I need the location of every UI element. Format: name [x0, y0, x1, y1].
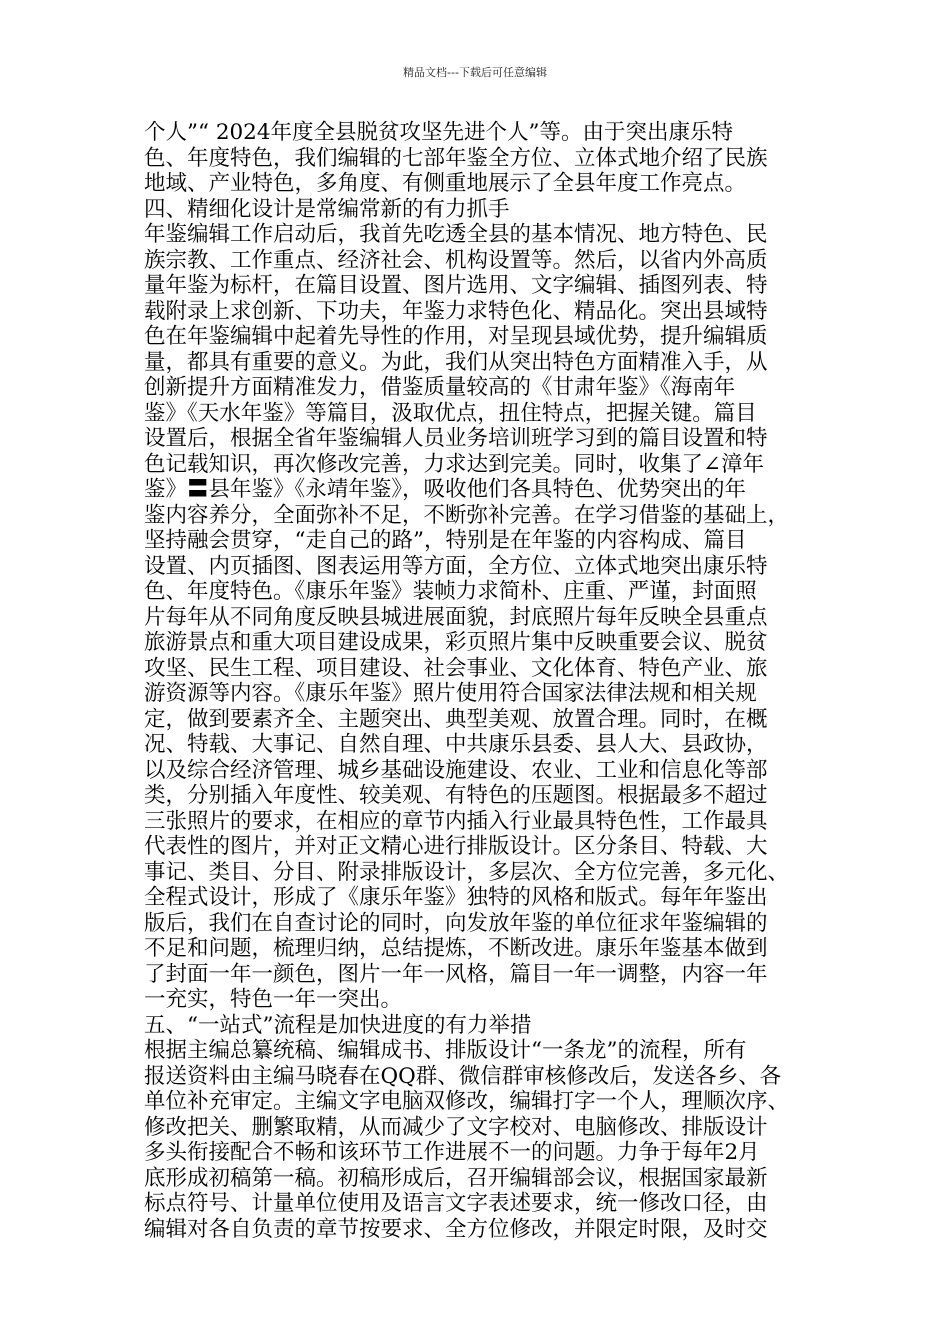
section-heading: 五、“一站式”流程是加快进度的有力举措 [144, 1012, 532, 1038]
text-line: 不足和问题，梳理归纳，总结提炼，不断改进。康乐年鉴基本做到 [144, 936, 768, 961]
text-line: 编辑对各自负责的章节按要求、全方位修改，并限定时限，及时交 [144, 1216, 768, 1242]
text-line: 攻坚、民生工程、项目建设、社会事业、文化体育、特色产业、旅 [144, 655, 768, 681]
text-line: 量，都具有重要的意义。为此，我们从突出特色方面精准入手，从 [144, 349, 768, 375]
text-line: 创新提升方面精准发力，借鉴质量较高的《甘肃年鉴》《海南年 [144, 375, 736, 400]
text-line: 地域、产业特色，多角度、有侧重地展示了全县年度工作亮点。 [144, 171, 747, 196]
text-line: 了封面一年一颜色，图片一年一风格，篇目一年一调整，内容一年 [144, 961, 768, 987]
text-line: 一充实，特色一年一突出。 [144, 987, 403, 1012]
text-line: 类，分别插入年度性、较美观、有特色的压题图。根据最多不超过 [144, 783, 768, 808]
text-line: 鉴》《天水年鉴》等篇目，汲取优点，扭住特点，把握关键。篇目 [144, 400, 757, 426]
text-line: 三张照片的要求，在相应的章节内插入行业最具特色性，工作最具 [144, 808, 768, 834]
text-line: 色记载知识，再次修改完善，力求达到完美。同时，收集了∠漳年 [144, 451, 765, 477]
text-line: 全程式设计，形成了《康乐年鉴》独特的风格和版式。每年年鉴出 [144, 885, 768, 910]
text-line: 标点符号、计量单位使用及语言文字表述要求，统一修改口径，由 [144, 1191, 768, 1216]
text-line: 游资源等内容。《康乐年鉴》照片使用符合国家法律法规和相关规 [144, 681, 757, 706]
text-line: 色在年鉴编辑中起着先导性的作用，对呈现县域优势，提升编辑质 [144, 324, 768, 349]
text-line: 片每年从不同角度反映县城进展面貌，封底照片每年反映全县重点 [144, 604, 768, 630]
text-line: 旅游景点和重大项目建设成果，彩页照片集中反映重要会议、脱贫 [144, 630, 768, 655]
text-line: 色、年度特色，我们编辑的七部年鉴全方位、立体式地介绍了民族 [144, 145, 768, 171]
text-line: 定，做到要素齐全、主题突出、典型美观、放置合理。同时，在概 [144, 706, 768, 732]
text-line: 多头衔接配合不畅和该环节工作进展不一的问题。力争于每年2月 [144, 1140, 760, 1165]
text-line: 鉴》〓县年鉴》《永靖年鉴》，吸收他们各具特色、优势突出的年 [144, 477, 747, 502]
text-line: 事记、类目、分目、附录排版设计，多层次、全方位完善，多元化、 [144, 859, 790, 885]
text-line: 量年鉴为标杆，在篇目设置、图片选用、文字编辑、插图列表、特 [144, 273, 768, 298]
document-body [144, 120, 824, 1242]
page-header: 精品文档---下载后可任意编辑 [403, 66, 547, 79]
text-line: 以及综合经济管理、城乡基础设施建设、农业、工业和信息化等部 [144, 757, 768, 783]
text-line: 代表性的图片，并对正文精心进行排版设计。区分条目、特载、大 [144, 834, 768, 859]
text-line: 报送资料由主编马晓春在QQ群、微信群审核修改后，发送各乡、各 [144, 1063, 782, 1089]
text-line: 族宗教、工作重点、经济社会、机构设置等。然后，以省内外高质 [144, 247, 768, 273]
text-line: 单位补充审定。主编文字电脑双修改，编辑打字一个人，理顺次序、 [144, 1089, 790, 1114]
section-heading: 四、精细化设计是常编常新的有力抓手 [144, 196, 510, 222]
text-line: 色、年度特色。《康乐年鉴》装帧力求简朴、庄重、严谨，封面照 [144, 579, 757, 604]
text-line: 鉴内容养分，全面弥补不足，不断弥补完善。在学习借鉴的基础上， [144, 502, 790, 528]
text-line: 坚持融会贯穿，“走自己的路”，特别是在年鉴的内容构成、篇目 [144, 528, 747, 553]
text-line: 载附录上求创新、下功夫，年鉴力求特色化、精品化。突出县域特 [144, 298, 768, 324]
text-line: 个人”“ 2024年度全县脱贫攻坚先进个人”等。由于突出康乐特 [144, 120, 734, 145]
text-line: 底形成初稿第一稿。初稿形成后，召开编辑部会议，根据国家最新 [144, 1165, 768, 1191]
text-line: 设置、内页插图、图表运用等方面，全方位、立体式地突出康乐特 [144, 553, 768, 579]
text-line: 版后，我们在自查讨论的同时，向发放年鉴的单位征求年鉴编辑的 [144, 910, 768, 936]
text-line: 修改把关、删繁取精，从而减少了文字校对、电脑修改、排版设计 [144, 1114, 768, 1140]
text-line: 况、特载、大事记、自然自理、中共康乐县委、县人大、县政协， [144, 732, 768, 757]
text-line: 设置后，根据全省年鉴编辑人员业务培训班学习到的篇目设置和特 [144, 426, 768, 451]
text-line: 年鉴编辑工作启动后，我首先吃透全县的基本情况、地方特色、民 [144, 222, 768, 247]
text-line: 根据主编总纂统稿、编辑成书、排版设计“一条龙”的流程，所有 [144, 1038, 747, 1063]
